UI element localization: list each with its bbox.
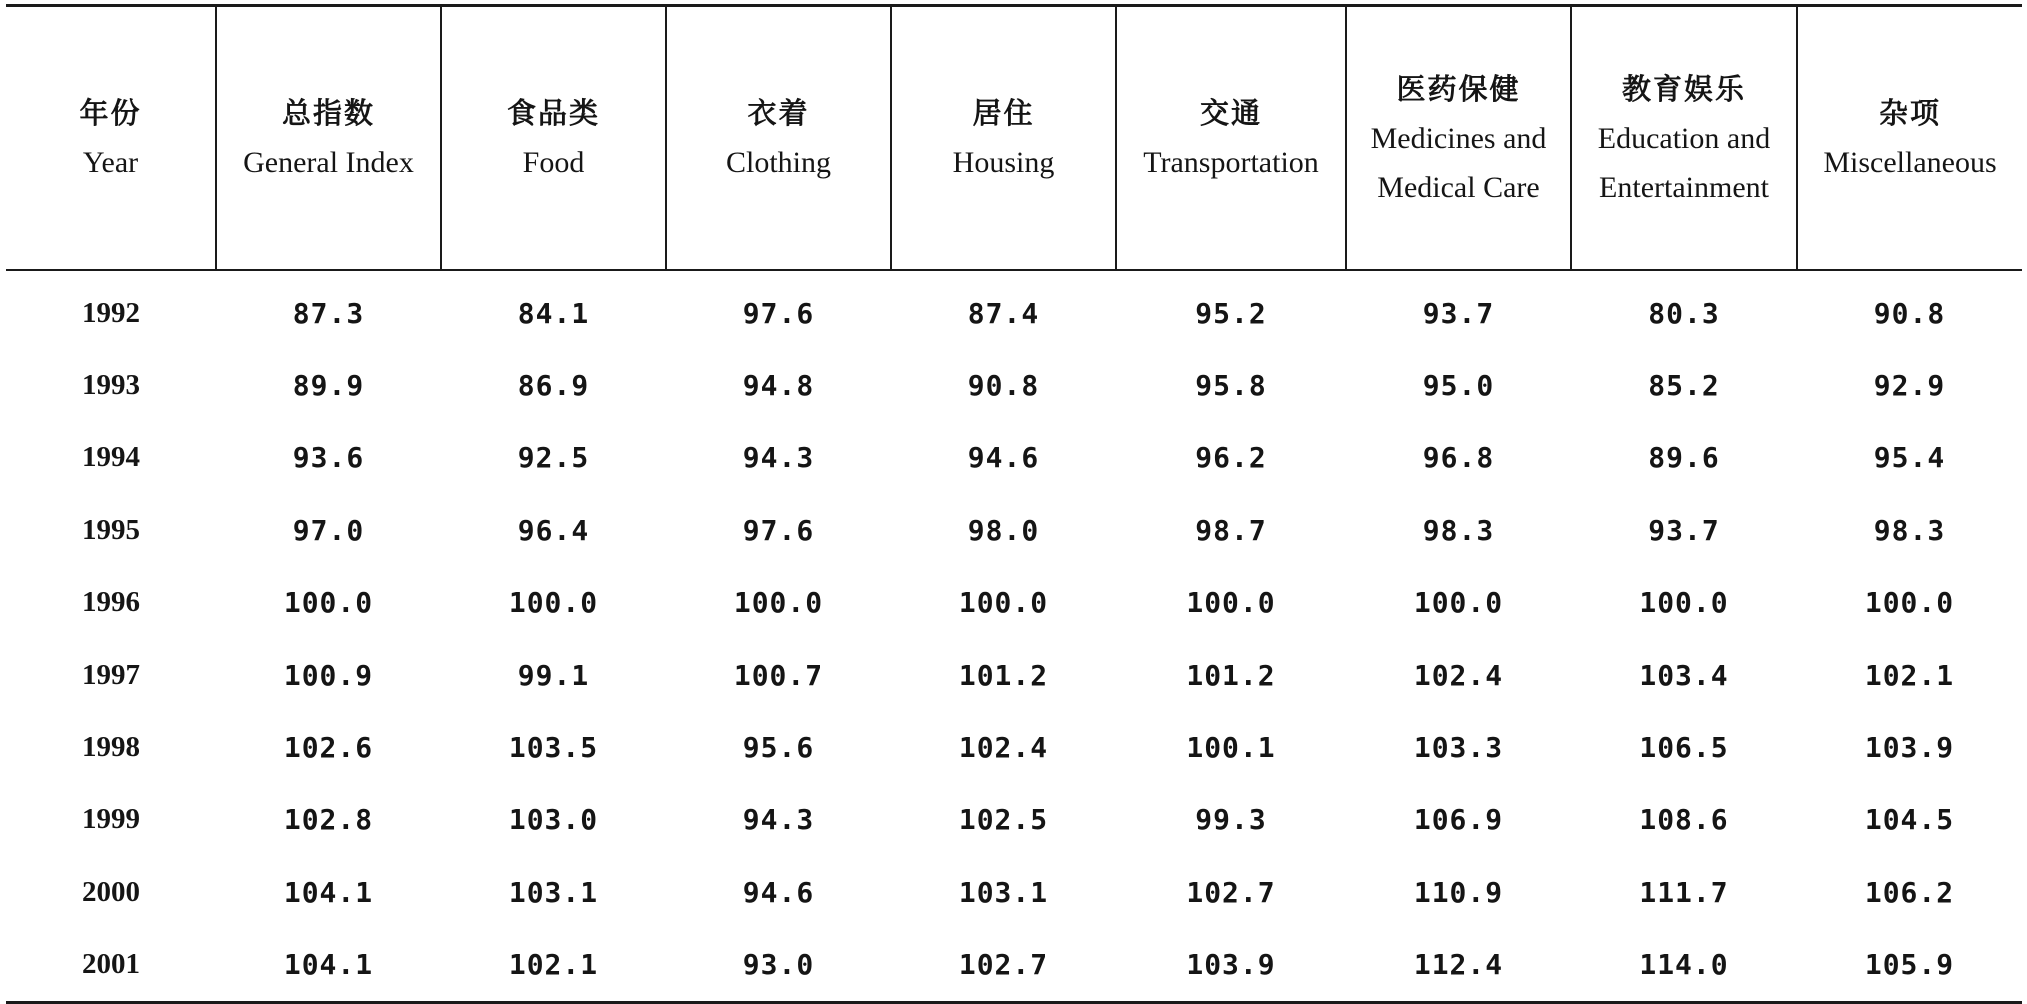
miscellaneous-cell: 106.2	[1864, 875, 1955, 909]
clothing-cell: 94.8	[742, 369, 815, 403]
year-cell: 2000	[82, 875, 140, 908]
column-header-en: Medicines and Medical Care	[1370, 121, 1547, 204]
housing-cell: 102.4	[958, 731, 1049, 765]
medicines-cell: 98.3	[1422, 513, 1495, 547]
column-header-zh: 交通	[1199, 96, 1262, 130]
miscellaneous-cell: 95.4	[1873, 441, 1946, 475]
food-cell: 102.1	[508, 948, 599, 982]
education-cell: 108.6	[1639, 803, 1729, 837]
table-body	[6, 270, 2022, 1002]
transportation-cell: 100.0	[1186, 586, 1276, 620]
clothing-cell: 94.6	[742, 875, 815, 909]
year-cell: 1995	[82, 513, 140, 546]
medicines-cell: 106.9	[1413, 803, 1504, 837]
housing-cell: 101.2	[958, 658, 1049, 692]
column-header-transportation	[1116, 6, 1346, 271]
miscellaneous-cell: 103.9	[1864, 731, 1955, 765]
column-header-food	[441, 6, 666, 271]
food-cell: 103.1	[508, 875, 599, 909]
general-index-cell: 102.6	[283, 731, 374, 765]
education-cell: 85.2	[1648, 369, 1720, 403]
education-cell: 114.0	[1639, 948, 1729, 982]
miscellaneous-cell: 105.9	[1864, 948, 1955, 982]
education-cell: 103.4	[1639, 658, 1729, 692]
table-row	[6, 929, 2022, 1003]
clothing-cell: 93.0	[742, 948, 815, 982]
column-header-en: Food	[522, 146, 585, 179]
table-row	[6, 856, 2022, 928]
price-index-table-page	[6, 4, 2022, 996]
table-row	[6, 711, 2022, 783]
education-cell: 106.5	[1639, 731, 1729, 765]
clothing-cell: 100.7	[733, 658, 824, 692]
column-header-en: Housing	[952, 146, 1055, 179]
table-row	[6, 639, 2022, 711]
housing-cell: 98.0	[967, 513, 1040, 547]
column-header-zh: 年份	[79, 96, 142, 130]
food-cell: 84.1	[517, 296, 590, 330]
housing-cell: 87.4	[967, 296, 1040, 330]
table-row	[6, 270, 2022, 349]
medicines-cell: 103.3	[1413, 731, 1504, 765]
column-header-en: Education and Entertainment	[1597, 121, 1771, 204]
column-header-zh: 衣着	[747, 96, 810, 130]
food-cell: 103.5	[508, 731, 599, 765]
clothing-cell: 94.3	[742, 803, 815, 837]
year-cell: 1992	[82, 296, 140, 329]
column-header-housing	[891, 6, 1116, 271]
transportation-cell: 98.7	[1195, 513, 1267, 547]
column-header-zh: 居住	[972, 96, 1035, 130]
clothing-cell: 95.6	[742, 731, 815, 765]
column-header-education	[1571, 6, 1797, 271]
year-cell: 1998	[82, 731, 140, 764]
column-header-en: Clothing	[725, 146, 831, 179]
miscellaneous-cell: 104.5	[1864, 803, 1955, 837]
transportation-cell: 101.2	[1186, 658, 1276, 692]
clothing-cell: 100.0	[733, 586, 824, 620]
medicines-cell: 102.4	[1413, 658, 1504, 692]
medicines-cell: 100.0	[1413, 586, 1504, 620]
medicines-cell: 93.7	[1422, 296, 1495, 330]
clothing-cell: 97.6	[742, 513, 815, 547]
education-cell: 89.6	[1648, 441, 1720, 475]
general-index-cell: 89.9	[292, 369, 365, 403]
transportation-cell: 95.8	[1195, 369, 1267, 403]
housing-cell: 102.7	[958, 948, 1049, 982]
housing-cell: 103.1	[958, 875, 1049, 909]
clothing-cell: 97.6	[742, 296, 815, 330]
column-header-general-index	[216, 6, 441, 271]
year-cell: 1996	[82, 586, 140, 619]
column-header-year	[6, 6, 216, 271]
table-row	[6, 349, 2022, 421]
transportation-cell: 95.2	[1195, 296, 1267, 330]
general-index-cell: 100.0	[283, 586, 374, 620]
column-header-zh: 总指数	[281, 96, 375, 130]
medicines-cell: 96.8	[1422, 441, 1495, 475]
medicines-cell: 110.9	[1413, 875, 1504, 909]
housing-cell: 90.8	[967, 369, 1040, 403]
year-cell: 2001	[82, 948, 140, 981]
general-index-cell: 102.8	[283, 803, 374, 837]
column-header-en: General Index	[243, 146, 414, 179]
table-row	[6, 784, 2022, 856]
housing-cell: 94.6	[967, 441, 1040, 475]
education-cell: 80.3	[1648, 296, 1720, 330]
food-cell: 103.0	[508, 803, 599, 837]
miscellaneous-cell: 100.0	[1864, 586, 1955, 620]
general-index-cell: 104.1	[283, 948, 374, 982]
education-cell: 111.7	[1639, 875, 1729, 909]
column-header-zh: 食品类	[506, 96, 600, 130]
housing-cell: 102.5	[958, 803, 1049, 837]
education-cell: 100.0	[1639, 586, 1729, 620]
food-cell: 100.0	[508, 586, 599, 620]
food-cell: 92.5	[517, 441, 590, 475]
column-header-clothing	[666, 6, 891, 271]
miscellaneous-cell: 92.9	[1873, 369, 1946, 403]
education-cell: 93.7	[1648, 513, 1720, 547]
food-cell: 99.1	[517, 658, 590, 692]
food-cell: 96.4	[517, 513, 590, 547]
general-index-cell: 87.3	[292, 296, 365, 330]
transportation-cell: 103.9	[1186, 948, 1276, 982]
transportation-cell: 96.2	[1195, 441, 1267, 475]
medicines-cell: 95.0	[1422, 369, 1495, 403]
table-row	[6, 494, 2022, 566]
miscellaneous-cell: 90.8	[1873, 296, 1946, 330]
year-cell: 1994	[82, 441, 140, 474]
miscellaneous-cell: 98.3	[1873, 513, 1946, 547]
transportation-cell: 99.3	[1195, 803, 1267, 837]
year-cell: 1999	[82, 803, 140, 836]
medicines-cell: 112.4	[1413, 948, 1504, 982]
column-header-zh: 教育娱乐	[1621, 71, 1746, 106]
column-header-en: Miscellaneous	[1823, 146, 1997, 179]
column-header-miscellaneous	[1797, 6, 2022, 271]
general-index-cell: 93.6	[292, 441, 365, 475]
clothing-cell: 94.3	[742, 441, 815, 475]
general-index-cell: 100.9	[283, 658, 374, 692]
transportation-cell: 100.1	[1186, 731, 1276, 765]
general-index-cell: 97.0	[292, 513, 365, 547]
table-row	[6, 567, 2022, 639]
food-cell: 86.9	[517, 369, 590, 403]
price-index-table	[6, 4, 2022, 1004]
year-cell: 1997	[82, 658, 140, 691]
miscellaneous-cell: 102.1	[1864, 658, 1955, 692]
transportation-cell: 102.7	[1186, 875, 1276, 909]
column-header-zh: 杂项	[1878, 96, 1941, 130]
column-header-medicines	[1346, 6, 1571, 271]
header-row	[6, 6, 2022, 271]
column-header-en: Transportation	[1143, 146, 1319, 179]
year-cell: 1993	[82, 369, 140, 402]
column-header-zh: 医药保健	[1396, 71, 1521, 106]
table-row	[6, 422, 2022, 494]
column-header-en: Year	[82, 146, 139, 179]
general-index-cell: 104.1	[283, 875, 374, 909]
housing-cell: 100.0	[958, 586, 1049, 620]
